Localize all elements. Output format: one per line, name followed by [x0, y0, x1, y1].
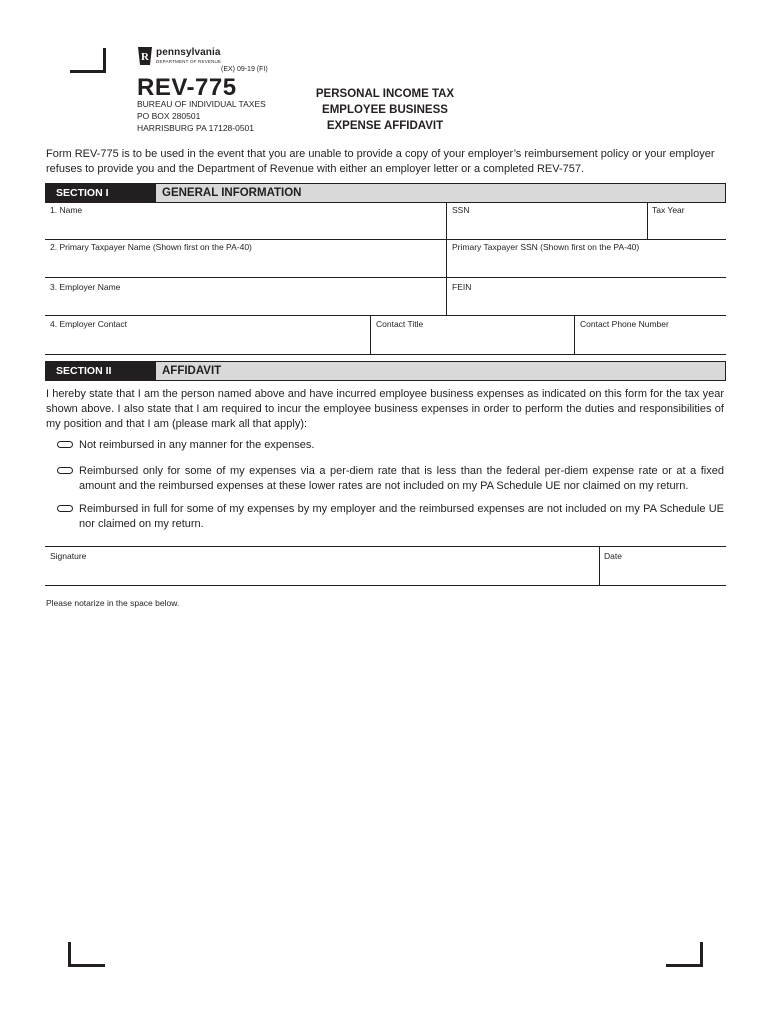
fein-label: FEIN	[452, 282, 472, 292]
divider	[45, 354, 726, 355]
option-text: Not reimbursed in any manner for the expenses.	[79, 439, 315, 451]
tax-year-label: Tax Year	[652, 205, 685, 215]
form-title-line: EXPENSE AFFIDAVIT	[326, 120, 444, 132]
form-title-line: PERSONAL INCOME TAX	[315, 88, 455, 100]
contact-phone-label: Contact Phone Number	[580, 319, 669, 329]
ssn-field[interactable]	[447, 202, 647, 239]
primary-taxpayer-name-label: 2. Primary Taxpayer Name (Shown first on the PA-40)	[50, 242, 252, 252]
option-checkbox[interactable]	[57, 441, 73, 448]
option-text: Reimbursed in full for some of my expenses by my employer and the reimbursed expenses are not included on my PA Schedule UE nor claimed on my return.	[79, 503, 724, 530]
date-label: Date	[604, 551, 622, 561]
keystone-icon	[137, 46, 153, 66]
registration-mark-bottom-left	[68, 942, 105, 967]
employer-contact-label: 4. Employer Contact	[50, 319, 128, 329]
ssn-label: SSN	[452, 205, 470, 215]
form-title-line: EMPLOYEE BUSINESS	[322, 104, 448, 116]
affidavit-statement: I hereby state that I am the person named above and have incurred employee business expenses as indicated on this form for the tax year shown above. I also state that I am required to incur the employee business expenses in order to perform the duties and responsibilities of my position and that I am (please mark all that apply):	[46, 388, 724, 430]
fein-field[interactable]	[447, 278, 725, 315]
name-label: 1. Name	[50, 205, 83, 215]
form-revision: (EX) 09-19 (FI)	[221, 66, 268, 73]
option-text: Reimbursed only for some of my expenses via a per-diem rate that is less than the federal per-diem expense rate or at a fixed amount and the reimbursed expenses at these lower rates are not included on my PA Schedule UE nor claimed on my return.	[79, 465, 724, 492]
address-bureau: BUREAU OF INDIVIDUAL TAXES	[137, 99, 266, 109]
signature-label: Signature	[50, 551, 87, 561]
address-po-box: PO BOX 280501	[137, 111, 201, 121]
employer-name-label: 3. Employer Name	[50, 282, 121, 292]
section-1-label: SECTION I	[46, 184, 156, 202]
logo-department: DEPARTMENT OF REVENUE	[156, 59, 222, 64]
signature-field[interactable]	[45, 547, 599, 585]
registration-mark-bottom-right	[666, 942, 703, 967]
pa-revenue-logo	[137, 46, 247, 68]
option-checkbox[interactable]	[57, 467, 73, 474]
section-1-title: GENERAL INFORMATION	[162, 187, 302, 199]
section-2-title: AFFIDAVIT	[162, 365, 222, 377]
intro-text: Form REV-775 is to be used in the event that you are unable to provide a copy of your employer’s reimbursement policy or your employer refuses to provide you and the Department of Revenue with either an employer letter or a completed REV-757.	[46, 148, 715, 175]
section-2-label: SECTION II	[46, 362, 156, 380]
notarize-instruction: Please notarize in the space below.	[46, 598, 180, 608]
divider	[45, 585, 726, 586]
name-field[interactable]	[45, 202, 446, 239]
contact-title-label: Contact Title	[376, 319, 424, 329]
section-1-header	[45, 183, 726, 203]
registration-mark-top-right	[70, 48, 106, 73]
logo-name: pennsylvania	[156, 47, 221, 58]
option-checkbox[interactable]	[57, 505, 73, 512]
form-number: REV-775	[137, 74, 237, 101]
logo-letter: R	[141, 51, 149, 63]
form-title	[295, 86, 475, 134]
address-city: HARRISBURG PA 17128-0501	[137, 123, 255, 133]
primary-taxpayer-ssn-label: Primary Taxpayer SSN (Shown first on the PA-40)	[452, 242, 640, 252]
section-2-header	[45, 361, 726, 381]
